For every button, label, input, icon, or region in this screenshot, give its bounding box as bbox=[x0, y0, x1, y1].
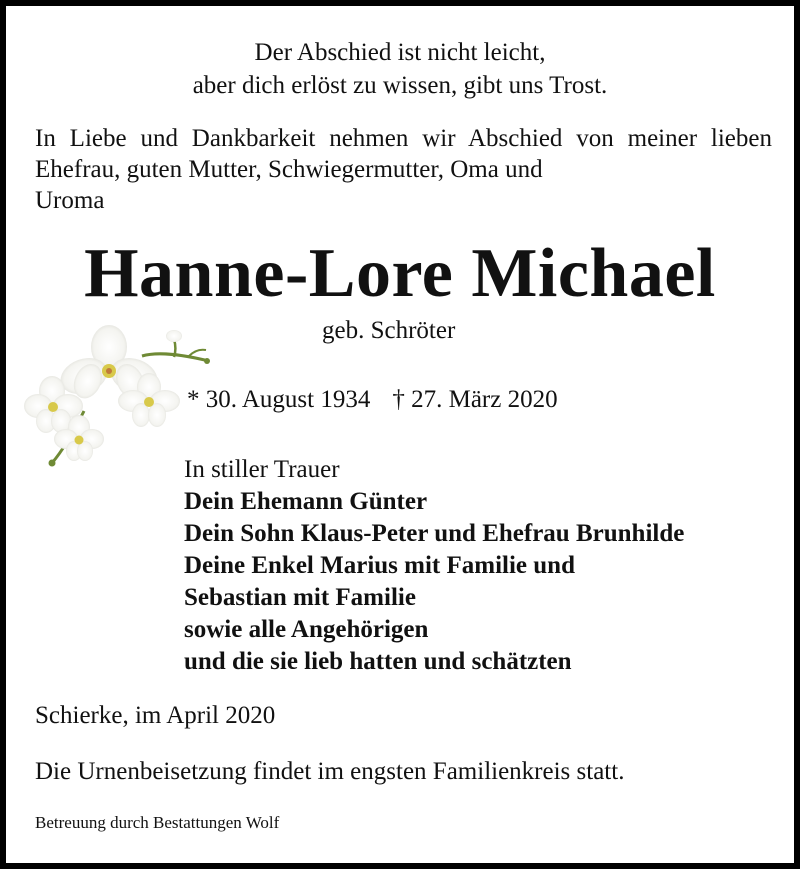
life-dates bbox=[187, 384, 558, 416]
verse-line-1: Der Abschied ist nicht leicht, bbox=[254, 39, 546, 66]
maiden-name: geb. Schröter bbox=[322, 317, 456, 344]
verse-line-2: aber dich erlöst zu wissen, gibt uns Trost. bbox=[192, 72, 608, 99]
mourners-block bbox=[184, 454, 684, 678]
burial-note: Die Urnenbeisetzung findet im engsten Familienkreis statt. bbox=[35, 758, 625, 785]
birth-date: * 30. August 1934 bbox=[187, 386, 371, 413]
mourner-line: Dein Ehemann Günter bbox=[184, 488, 428, 515]
deceased-name: Hanne-Lore Michael bbox=[84, 235, 716, 312]
intro-line-2: lieben Ehefrau, guten Mutter, Schwiegermutter, Oma und bbox=[35, 125, 772, 183]
mourner-line: Deine Enkel Marius mit Familie und bbox=[184, 552, 575, 579]
mourner-line: sowie alle Angehörigen bbox=[184, 616, 429, 643]
obituary-notice bbox=[6, 6, 794, 863]
death-date: † 27. März 2020 bbox=[392, 386, 558, 413]
intro-text bbox=[35, 123, 772, 216]
mourning-heading: In stiller Trauer bbox=[184, 456, 340, 483]
mourner-line: Dein Sohn Klaus-Peter und Ehefrau Brunhilde bbox=[184, 520, 685, 547]
intro-line-3: Uroma bbox=[35, 187, 105, 214]
intro-line-1: In Liebe und Dankbarkeit nehmen wir Abschied von meiner bbox=[35, 125, 698, 152]
mourner-line: Sebastian mit Familie bbox=[184, 584, 416, 611]
verse bbox=[6, 36, 794, 102]
place-date: Schierke, im April 2020 bbox=[35, 702, 276, 729]
undertaker-credit: Betreuung durch Bestattungen Wolf bbox=[35, 813, 280, 832]
mourner-line: und die sie lieb hatten und schätzten bbox=[184, 648, 572, 675]
